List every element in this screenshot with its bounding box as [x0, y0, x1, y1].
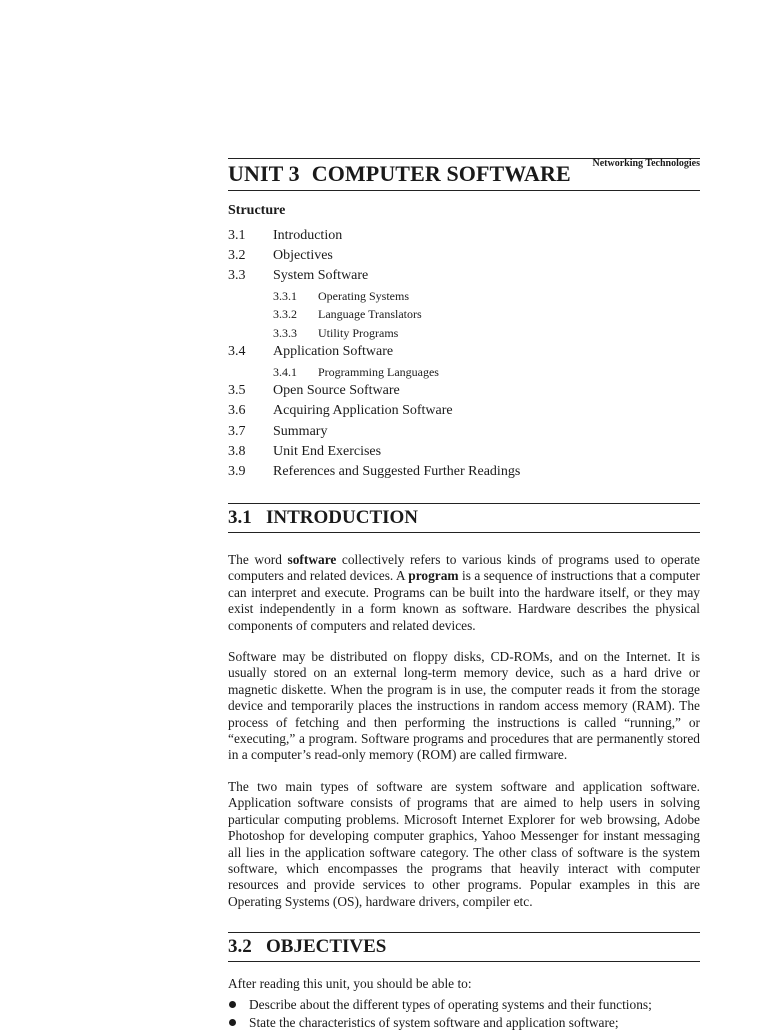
toc-item: [228, 342, 700, 362]
structure-heading: Structure: [228, 203, 286, 218]
toc-item-number: 3.6: [228, 403, 246, 419]
unit-header: [228, 158, 700, 191]
toc-item-number: 3.2: [228, 248, 246, 264]
toc-item-title: Programming Languages: [318, 364, 439, 379]
running-head: Networking Technologies: [592, 158, 700, 169]
toc-item-number: 3.1: [228, 228, 246, 243]
toc-item: [228, 381, 700, 401]
bullet-icon: [229, 1001, 236, 1008]
toc-item: [228, 246, 700, 266]
toc-item-title: Language Translators: [318, 307, 422, 322]
toc-item: [228, 442, 700, 462]
intro-paragraph-2: Software may be distributed on floppy disks, CD-ROMs, and on the Internet. It is usually stored on an external long-term memory device, such as a hard drive or magnetic diskette. When the program is in use, the computer reads it from the storage device and temporarily places the instructions in random access memory (RAM). The process of fetching and then performing the instructions is called “running,” or “executing,” a program. Software programs and procedures that are permanently stored in a computer’s read-only memory (ROM) are called firmware.: [228, 649, 700, 763]
text-run: The word: [228, 552, 288, 567]
toc-item-number: 3.8: [228, 443, 246, 459]
section-number: 3.1: [228, 507, 252, 528]
intro-paragraph-1: [228, 552, 700, 634]
text-run: is a sequence of instructions that a computer can interpret and execute. Programs can be built into the hardware itself, or they may exist independently in a form known as software. Hardware describes the physical components of computers and related devices.: [228, 568, 700, 633]
section-number: 3.2: [228, 936, 252, 957]
section-heading-objectives: [228, 932, 700, 962]
list-item: [228, 996, 700, 1014]
section-heading-introduction: [228, 503, 700, 533]
section-title: INTRODUCTION: [266, 507, 419, 528]
toc-item-number: 3.9: [228, 463, 246, 479]
toc-item: [228, 226, 700, 246]
toc-item: [228, 266, 700, 286]
list-item-text: Describe about the different types of operating systems and their functions;: [249, 997, 652, 1012]
toc-item-title: System Software: [273, 268, 369, 284]
toc-item-number: 3.3.1: [273, 288, 297, 303]
objectives-intro: After reading this unit, you should be able to:: [228, 976, 472, 991]
bold-term-program: program: [408, 568, 459, 584]
intro-paragraph-3: The two main types of software are system software and application software. Application software consists of programs that are aimed to help users in solving particular computing problems. Microsoft Internet Explorer for web browsing, Adobe Photoshop for developing computer graphics, Yahoo Messenger for instant messaging all lies in the application software category. The other class of software is the system software, which encompasses the programs that heavily interact with computer resources and provide services to other programs. Popular examples in this are Operating Systems (OS), hardware drivers, compiler etc.: [228, 779, 700, 909]
toc-item: [228, 324, 700, 343]
toc-item-title: Summary: [273, 423, 328, 439]
toc-item-title: Open Source Software: [273, 383, 400, 399]
unit-title-text: COMPUTER SOFTWARE: [311, 161, 571, 186]
toc-item-title: Introduction: [273, 228, 343, 243]
text-run: collectively refers to various kinds of programs used to operate computers and related devices. A: [228, 552, 700, 584]
table-of-contents: [228, 226, 700, 482]
toc-item-title: Operating Systems: [318, 288, 409, 303]
toc-item-number: 3.3.3: [273, 325, 297, 340]
toc-item-title: References and Suggested Further Readings: [273, 463, 521, 479]
toc-item-number: 3.4.1: [273, 364, 297, 379]
toc-item: [228, 422, 700, 442]
toc-item-title: Objectives: [273, 248, 333, 264]
toc-item-title: Acquiring Application Software: [273, 403, 453, 419]
list-item-text: State the characteristics of system software and application software;: [249, 1015, 619, 1030]
toc-item-number: 3.4: [228, 344, 246, 360]
toc-item: [228, 462, 700, 482]
bullet-icon: [229, 1019, 236, 1026]
toc-item-title: Utility Programs: [318, 325, 399, 340]
unit-title: [228, 161, 571, 187]
toc-item-number: 3.7: [228, 423, 246, 439]
toc-item-number: 3.3: [228, 268, 246, 284]
toc-item-title: Unit End Exercises: [273, 443, 382, 459]
toc-item: [228, 363, 700, 382]
toc-item: [228, 305, 700, 324]
list-item: [228, 1014, 700, 1032]
toc-item: [228, 287, 700, 306]
toc-item-title: Application Software: [273, 344, 394, 360]
objectives-list: [228, 996, 700, 1032]
toc-item-number: 3.5: [228, 383, 246, 399]
unit-number: UNIT 3: [228, 161, 300, 186]
bold-term-software: software: [287, 552, 337, 567]
toc-item: [228, 401, 700, 421]
section-title: OBJECTIVES: [266, 936, 387, 957]
toc-item-number: 3.3.2: [273, 307, 297, 322]
